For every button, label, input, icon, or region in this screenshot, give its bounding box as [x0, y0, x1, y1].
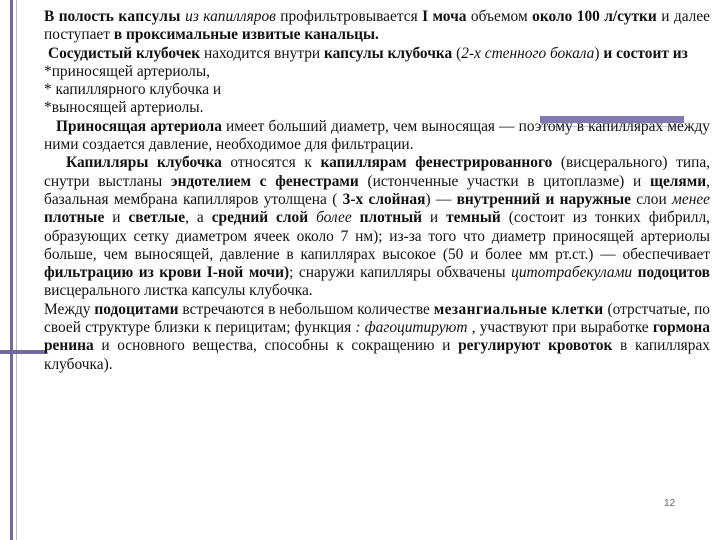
text-span: плотные	[44, 209, 105, 227]
text-span: фильтрацию из крови I-ной мочи)	[44, 264, 290, 282]
text-span: ) —	[425, 190, 457, 208]
text-span: и далее поступает	[44, 8, 711, 44]
text-span: имеет больший диаметр, чем выносящая — поэтому в капиллярах между ними создается давление, необходимое для фильтрации.	[44, 117, 710, 154]
text-span: : фагоцитируют	[355, 319, 468, 337]
page-number: 12	[664, 498, 676, 509]
text-span: и	[421, 209, 447, 227]
left-decorative-rule-thin	[16, 0, 17, 540]
text-span: ; снаружи капилляры обхвачены	[289, 264, 512, 282]
text-span: светлые	[128, 209, 186, 227]
text-span: и состоит из	[603, 44, 688, 62]
text-span: и	[104, 209, 129, 227]
text-span: эндотелием с фенестрами	[170, 172, 359, 190]
text-span: Сосудистый клубочек	[48, 44, 201, 62]
paragraph-filtration	[44, 8, 710, 45]
text-span: в капиллярах клубочка).	[44, 337, 710, 373]
text-span: гормона ренина	[44, 319, 710, 355]
text-span: относятся к	[221, 154, 321, 172]
paragraph-glomerulus	[44, 45, 710, 63]
text-span: , базальная мембрана капилляров утолщена (	[44, 172, 710, 208]
text-span: из капилляров	[180, 8, 276, 25]
list-item: * капиллярного клубочка и	[44, 81, 222, 99]
text-span: подоцитами	[94, 300, 179, 318]
text-span: висцерального листка капсулы клубочка.	[44, 282, 313, 300]
text-span: (состоит из тонких фибрилл, образующих сетку диаметром ячеек около 7 нм); из-за того что диаметр приносящей артериолы больше, чем выносящей, давление в капиллярах высокое (50 и более мм рт.ст.) — обеспечивает	[44, 209, 710, 263]
text-span: плотный	[359, 209, 422, 227]
text-span: , а	[185, 209, 212, 227]
text-span: I моча	[422, 8, 467, 25]
text-span: (отрстчатые, по своей структуре близки к перицитам; функция	[44, 300, 711, 337]
paragraph-mesangial-cells	[44, 301, 710, 374]
paragraph-capillaries	[44, 154, 710, 300]
text-span: регулируют кровоток	[458, 337, 613, 355]
text-span: Между	[44, 300, 95, 318]
text-span: 3-х слойная	[342, 190, 426, 208]
left-accent-bar	[0, 350, 46, 354]
text-span: профильтровывается	[275, 8, 423, 25]
text-span: встречаются в небольшом количестве	[178, 300, 434, 318]
text-span: средний слой	[211, 209, 309, 227]
slide-body-text	[44, 8, 710, 374]
text-span: (истонченные участки в цитоплазме) и	[358, 172, 650, 190]
text-span: капсулы	[118, 8, 181, 25]
text-span: 2-х стенного бокала	[461, 44, 595, 62]
text-span	[352, 209, 360, 226]
text-span: более	[316, 209, 352, 227]
paragraph-afferent-arteriole	[44, 118, 710, 155]
text-span: Капилляры клубочка	[66, 154, 222, 172]
text-span: В полость	[44, 8, 119, 25]
text-span: мезангиальные клетки	[433, 300, 604, 318]
left-decorative-rule	[10, 0, 13, 540]
text-span: слои	[630, 190, 673, 208]
text-span: капсулы клубочка	[324, 44, 453, 62]
text-span: в проксимальные извитые канальцы.	[113, 26, 379, 44]
text-span: (висцерального) типа, снутри выстланы	[44, 154, 710, 190]
text-span	[308, 209, 316, 226]
text-span: , участвуют при выработке	[467, 319, 653, 337]
text-span: (	[452, 44, 462, 62]
text-span: около 100 л/сутки	[532, 8, 657, 25]
text-span: менее	[672, 190, 710, 208]
list-item: *приносящей артериолы,	[44, 62, 211, 80]
text-span: объемом	[466, 8, 533, 25]
list-item: *выносящей артериолы.	[44, 99, 204, 117]
text-span: цитотрабекулами	[511, 264, 633, 282]
text-span: щелями	[649, 172, 707, 190]
text-span: находится внутри	[200, 44, 325, 62]
text-span: капиллярам фенестрированного	[320, 154, 553, 172]
text-span: темный	[446, 209, 501, 227]
text-span: внутренний и наружные	[456, 190, 631, 208]
text-span: )	[594, 44, 604, 62]
text-span: подоцитов	[637, 264, 710, 282]
text-span: Приносящая артериола	[56, 117, 222, 135]
text-span: и основного вещества, способны к сокращению и	[93, 337, 459, 355]
